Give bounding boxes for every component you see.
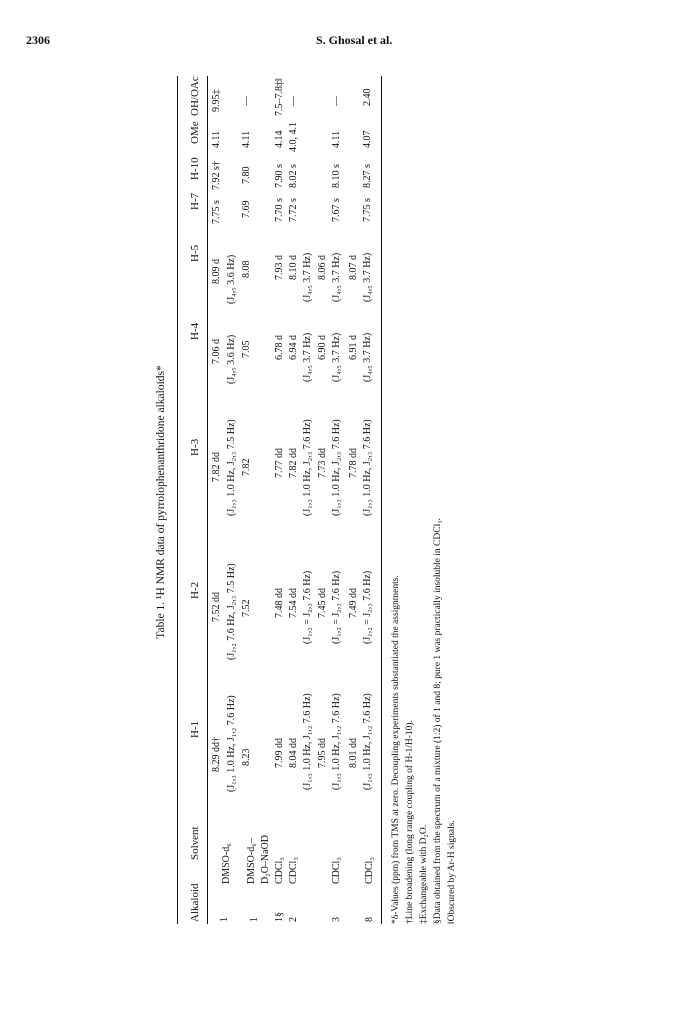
cell-h3-coupling: (J₁,₃ 1.0 Hz, J₂,₃ 7.6 Hz) xyxy=(331,419,342,516)
cell-h4-coupling: (J₄,₅ 3.7 Hz) xyxy=(302,332,313,382)
cell-solvent: DMSO-d₆– xyxy=(246,838,257,884)
cell-h10: 7.80 xyxy=(241,166,252,184)
cell-h2: 7.54 dd xyxy=(288,588,299,618)
cell-solvent: CDCl₃ xyxy=(364,857,375,884)
cell-solvent: CDCl₃ xyxy=(331,857,342,884)
cell-h4: 6.90 d xyxy=(317,335,328,360)
cell-h5: 8.06 d xyxy=(317,255,328,280)
cell-h1-coupling: (J₁,₃ 1.0 Hz, J₁,₂ 7.6 Hz) xyxy=(226,695,237,792)
cell-h7: 7.72 s xyxy=(288,198,299,222)
cell-h5: 8.07 d xyxy=(348,255,359,280)
cell-ohoac: 2.40 xyxy=(362,88,373,106)
cell-h2: 7.52 dd xyxy=(211,592,222,622)
col-header-h2: H-2 xyxy=(189,581,201,599)
col-header-h7: H-7 xyxy=(189,192,201,210)
cell-alkaloid: 1§ xyxy=(274,912,285,922)
cell-h1-coupling: (J₁,₃ 1.0 Hz, J₁,₂ 7.6 Hz) xyxy=(331,693,342,790)
header-rule xyxy=(207,76,208,924)
cell-h4-coupling: (J₄,₅ 3.6 Hz) xyxy=(226,334,237,384)
cell-h4: 7.06 d xyxy=(211,339,222,364)
cell-ohoac: — xyxy=(241,96,252,106)
cell-h3: 7.78 dd xyxy=(348,448,359,478)
cell-h4: 7.05 xyxy=(241,340,252,358)
cell-h1: 7.95 dd xyxy=(317,738,328,768)
cell-h1: 8.01 dd xyxy=(348,738,359,768)
footnote: §Data obtained from the spectrum of a mixture (1:2) of 1 and 8; pure 1 was practically insoluble in CDCl₃. xyxy=(433,518,443,924)
cell-h10: 8.02 s xyxy=(288,164,299,188)
col-header-alkaloid: Alkaloid xyxy=(189,883,201,922)
cell-h2-coupling: (J₁,₂ 7.6 Hz, J₂,₃ 7.5 Hz) xyxy=(226,563,237,660)
cell-solvent: CDCl₃ xyxy=(288,857,299,884)
cell-alkaloid: 3 xyxy=(331,917,342,922)
cell-h1: 8.04 dd xyxy=(288,738,299,768)
col-header-h5: H-5 xyxy=(189,244,201,262)
cell-h5-coupling: (J₄,₅ 3.6 Hz) xyxy=(226,254,237,304)
cell-h3: 7.82 dd xyxy=(288,448,299,478)
cell-ome: 4.14 xyxy=(274,130,285,148)
cell-h5-coupling: (J₄,₅ 3.7 Hz) xyxy=(302,252,313,302)
cell-h1: 8.29 dd† xyxy=(211,737,222,772)
cell-h2: 7.49 dd xyxy=(348,588,359,618)
cell-h2-coupling: (J₁,₂ = J₂,₃ 7.6 Hz) xyxy=(362,570,373,644)
cell-h3: 7.77 dd xyxy=(274,448,285,478)
cell-h7: 7.67 s xyxy=(331,198,342,222)
cell-h1-coupling: (J₁,₃ 1.0 Hz, J₁,₂ 7.6 Hz) xyxy=(302,693,313,790)
cell-h7: 7.69 xyxy=(241,200,252,218)
cell-ome: 4.11 xyxy=(211,130,222,148)
cell-h3-coupling: (J₁,₃ 1.0 Hz, J₂,₃ 7.6 Hz) xyxy=(302,419,313,516)
cell-h2: 7.48 dd xyxy=(274,588,285,618)
cell-h4-coupling: (J₄,₅ 3.7 Hz) xyxy=(331,332,342,382)
cell-ohoac: — xyxy=(331,96,342,106)
cell-alkaloid: 1 xyxy=(249,917,260,922)
col-header-ome: OMe xyxy=(189,121,201,144)
cell-ohoac: 9.95‡ xyxy=(211,89,222,112)
cell-h4: 6.91 d xyxy=(348,335,359,360)
cell-h3: 7.73 dd xyxy=(317,448,328,478)
cell-h4-coupling: (J₄,₅ 3.7 Hz) xyxy=(362,332,373,382)
cell-solvent: DMSO-d₆ xyxy=(221,843,232,884)
cell-alkaloid: 1 xyxy=(219,917,230,922)
cell-h2: 7.52 xyxy=(241,599,252,617)
cell-h10: 8.27 s xyxy=(362,164,373,188)
bottom-rule xyxy=(381,76,382,924)
cell-h10: 7.92 s† xyxy=(211,161,222,190)
cell-h3: 7.82 xyxy=(241,458,252,476)
cell-h5: 8.09 d xyxy=(211,259,222,284)
cell-h3-coupling: (J₁,₃ 1.0 Hz, J₂,₃ 7.5 Hz) xyxy=(226,419,237,516)
cell-solvent: CDCl₃ xyxy=(274,857,285,884)
col-header-h3: H-3 xyxy=(189,438,201,456)
cell-h1: 7.99 dd xyxy=(274,738,285,768)
cell-ohoac: — xyxy=(288,96,299,106)
col-header-h1: H-1 xyxy=(189,720,201,738)
col-header-solvent: Solvent xyxy=(189,826,201,860)
cell-h3: 7.82 dd xyxy=(211,452,222,482)
cell-alkaloid: 2 xyxy=(288,917,299,922)
cell-h5-coupling: (J₄,₅ 3.7 Hz) xyxy=(331,252,342,302)
cell-h10: 7.90 s xyxy=(274,164,285,188)
table-caption: Table 1. ¹H NMR data of pyrrolophenanthridone alkaloids* xyxy=(155,365,167,639)
cell-ome: 4.07 xyxy=(362,130,373,148)
cell-h3-coupling: (J₁,₃ 1.0 Hz, J₂,₃ 7.6 Hz) xyxy=(362,419,373,516)
top-rule xyxy=(177,76,178,924)
cell-h2-coupling: (J₁,₂ = J₂,₃ 7.6 Hz) xyxy=(302,570,313,644)
cell-ome: 4.11 xyxy=(241,130,252,148)
cell-h7: 7.75 s xyxy=(211,200,222,224)
footnote: *δ-Values (ppm) from TMS at zero. Decoupling experiments substantiated the assignments. xyxy=(391,575,401,924)
cell-h2-coupling: (J₁,₂ = J₂,₃ 7.6 Hz) xyxy=(331,570,342,644)
rotated-table xyxy=(149,52,689,952)
footnote: ‡Exchangeable with D₂O. xyxy=(419,824,429,924)
cell-h5: 7.93 d xyxy=(274,255,285,280)
cell-h7: 7.75 s xyxy=(362,198,373,222)
col-header-ohoac: OH/OAc xyxy=(189,76,201,116)
cell-h4: 6.78 d xyxy=(274,335,285,360)
footnote: ‖Obscured by Ar-H signals. xyxy=(447,820,457,924)
cell-h5-coupling: (J₄,₅ 3.7 Hz) xyxy=(362,252,373,302)
cell-h10: 8.10 s xyxy=(331,164,342,188)
page-number: 2306 xyxy=(26,33,50,47)
cell-h5: 8.10 d xyxy=(288,255,299,280)
cell-h1: 8.23 xyxy=(241,748,252,766)
col-header-h4: H-4 xyxy=(189,322,201,340)
cell-ome: 4.11 xyxy=(331,130,342,148)
cell-h2: 7.45 dd xyxy=(317,588,328,618)
cell-solvent-line2: D₂O–NaOD xyxy=(260,834,271,884)
cell-ome: 4.0, 4.1 xyxy=(288,122,299,152)
cell-h7: 7.70 s xyxy=(274,198,285,222)
cell-alkaloid: 8 xyxy=(364,917,375,922)
cell-h1-coupling: (J₁,₃ 1.0 Hz, J₁,₂ 7.6 Hz) xyxy=(362,693,373,790)
cell-h4: 6.94 d xyxy=(288,335,299,360)
running-head: S. Ghosal et al. xyxy=(316,33,393,47)
cell-h5: 8.08 xyxy=(241,260,252,278)
cell-ohoac: 7.5–7.8‡‖ xyxy=(274,78,285,116)
footnote: †Line broadening (long range coupling of H-1/H-10). xyxy=(405,720,415,924)
col-header-h10: H-10 xyxy=(189,157,201,180)
